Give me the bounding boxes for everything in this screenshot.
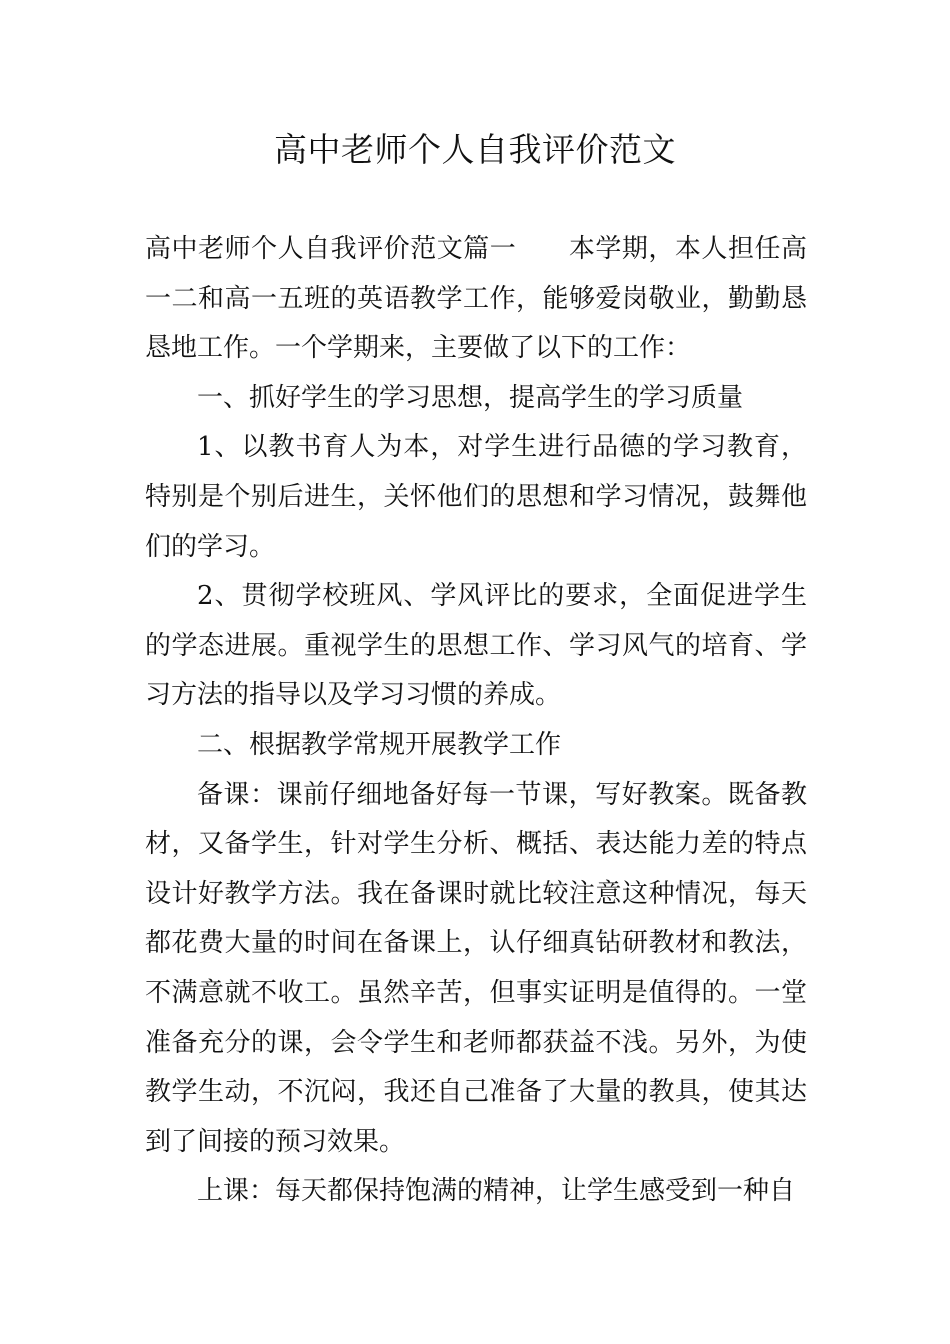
document-body [145, 225, 807, 1217]
paragraph-class: 上课：每天都保持饱满的精神，让学生感受到一种自 [197, 1176, 796, 1207]
section-heading-2: 二、根据教学常规开展教学工作 [197, 729, 562, 760]
intro-paragraph [145, 225, 807, 374]
document-title: 高中老师个人自我评价范文 [274, 130, 676, 169]
paragraph-lesson-prep: 备课：课前仔细地备好每一节课，写好教案。既备教材，又备学生，针对学生分析、概括、表达能力差的特点设计好教学方法。我在备课时就比较注意这种情况，每天都花费大量的时间在备课上，认仔细真钻研教材和教法，不满意就不收工。虽然辛苦，但事实证明是值得的。一堂准备充分的课，会令学生和老师都获益不浅。另外，为使教学生动，不沉闷，我还自己准备了大量的教具，使其达到了间接的预习效果。 [145, 779, 807, 1157]
section-heading-1: 一、抓好学生的学习思想，提高学生的学习质量 [197, 382, 744, 413]
paragraph-item-1: 1、以教书育人为本，对学生进行品德的学习教育，特别是个别后进生，关怀他们的思想和学习情况，鼓舞他们的学习。 [145, 432, 807, 562]
intro-heading: 高中老师个人自我评价范文篇一 [145, 234, 517, 264]
paragraph-item-2: 2、贯彻学校班风、学风评比的要求，全面促进学生的学态进展。重视学生的思想工作、学习风气的培育、学习方法的指导以及学习习惯的养成。 [145, 581, 807, 711]
intro-text: 本学期，本人担任高一二和高一五班的英语教学工作，能够爱岗敬业，勤勤恳恳地工作。一个学期来，主要做了以下的工作： [145, 234, 807, 364]
